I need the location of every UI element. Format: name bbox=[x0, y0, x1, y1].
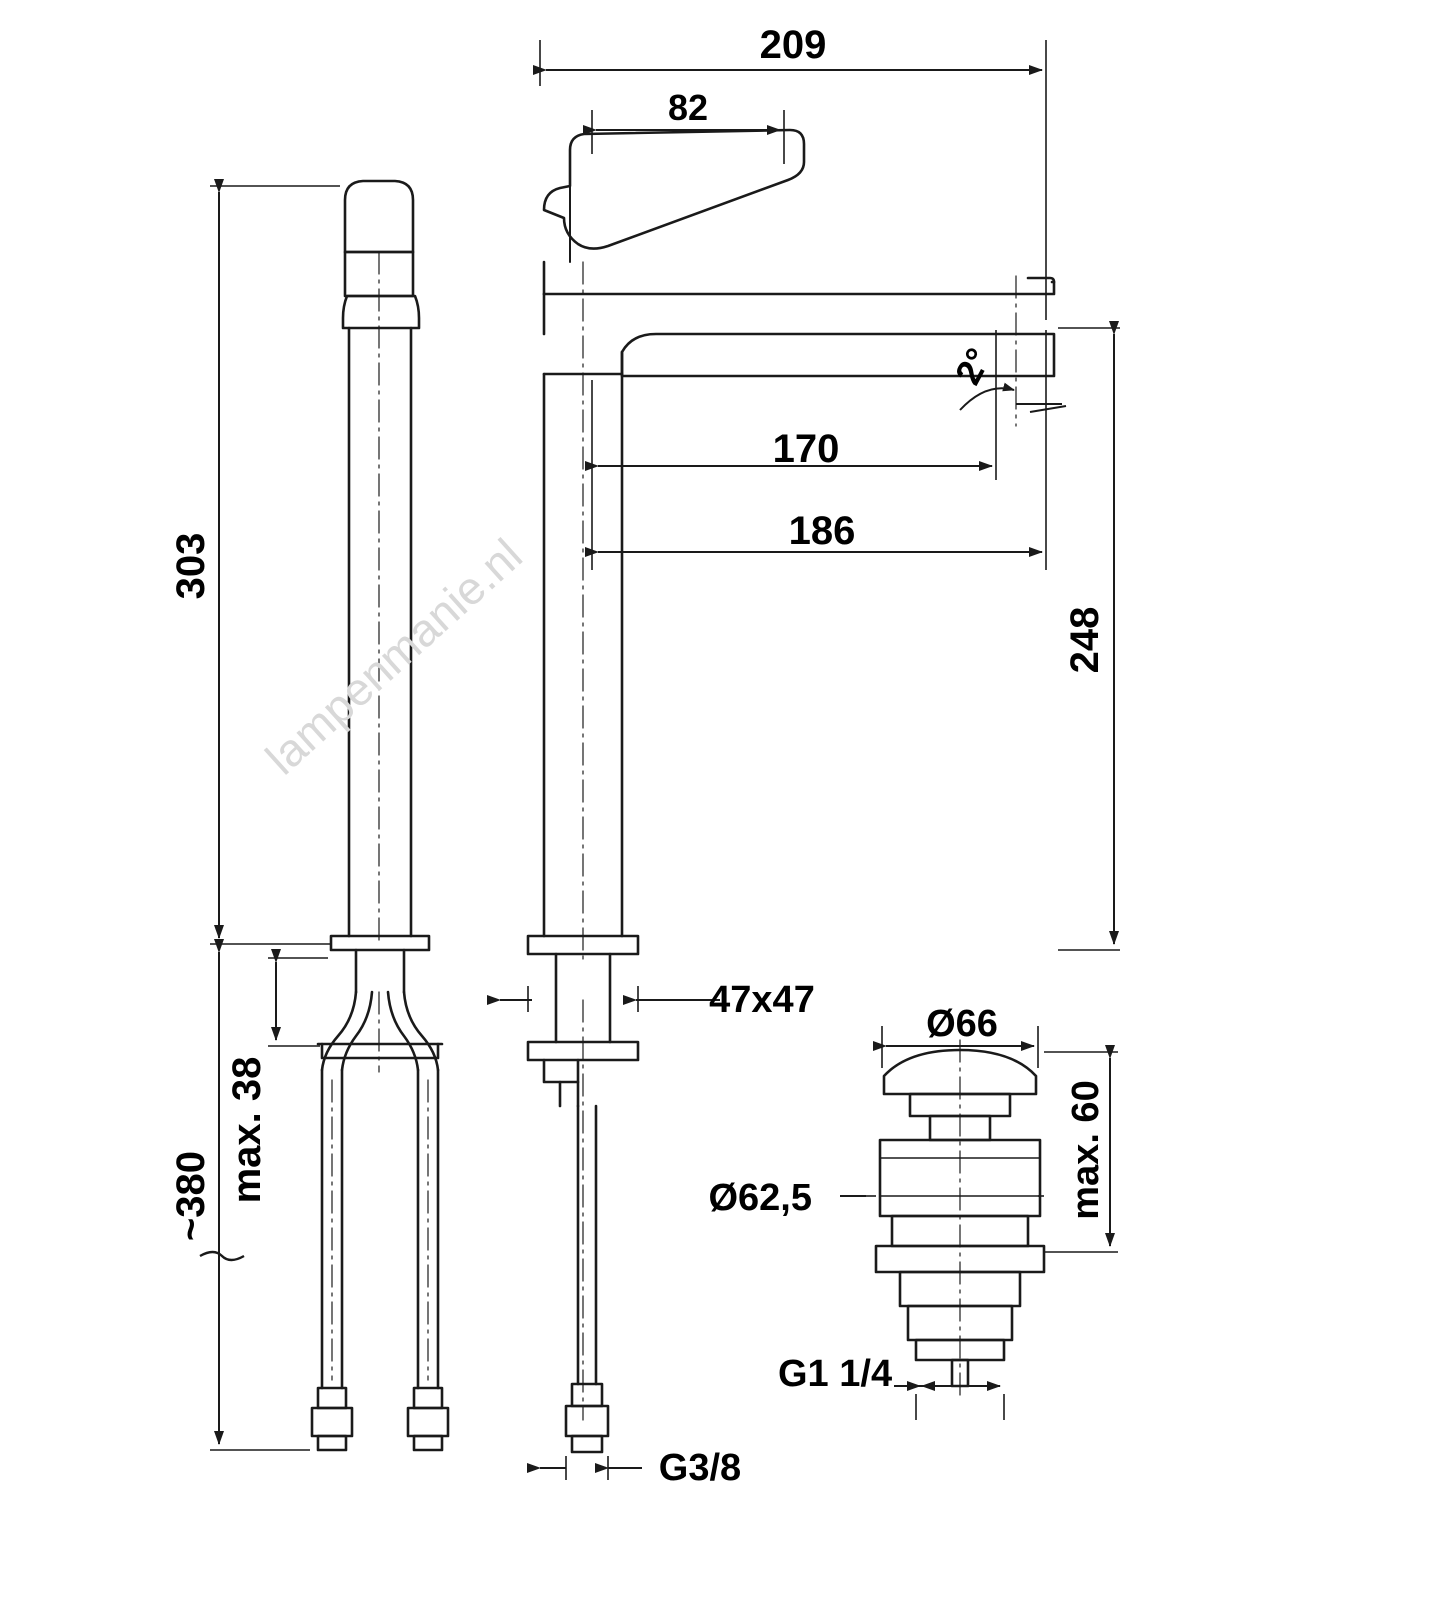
dim-spout-reach-inner: 170 bbox=[772, 427, 840, 471]
dim-waste-max-height: max. 60 bbox=[1065, 1080, 1107, 1220]
dim-total-width: 209 bbox=[759, 23, 827, 67]
dim-waste-cap-diameter: Ø66 bbox=[926, 1003, 998, 1045]
dim-hose-length: ~380 bbox=[169, 1150, 213, 1242]
dim-angle: 2° bbox=[946, 341, 1000, 391]
dim-waste-flange-diameter: Ø62,5 bbox=[708, 1177, 812, 1219]
center-view-faucet-outline bbox=[528, 130, 1054, 1452]
dim-spout-height: 248 bbox=[1063, 606, 1107, 674]
dimension-lines bbox=[200, 40, 1120, 1480]
left-view-faucet-outline bbox=[312, 181, 448, 1450]
dim-spout-reach-outer: 186 bbox=[788, 509, 856, 553]
dim-waste-thread: G1 1/4 bbox=[778, 1353, 893, 1395]
dim-lever-length: 82 bbox=[667, 87, 709, 128]
dim-max-thickness: max. 38 bbox=[225, 1056, 269, 1204]
left-view-centerline bbox=[332, 252, 428, 1380]
watermark: lampenmanie.nl bbox=[255, 528, 532, 785]
dim-body-height: 303 bbox=[169, 532, 213, 600]
dim-base-size: 47x47 bbox=[709, 979, 815, 1021]
dim-hose-thread: G3/8 bbox=[658, 1447, 742, 1489]
